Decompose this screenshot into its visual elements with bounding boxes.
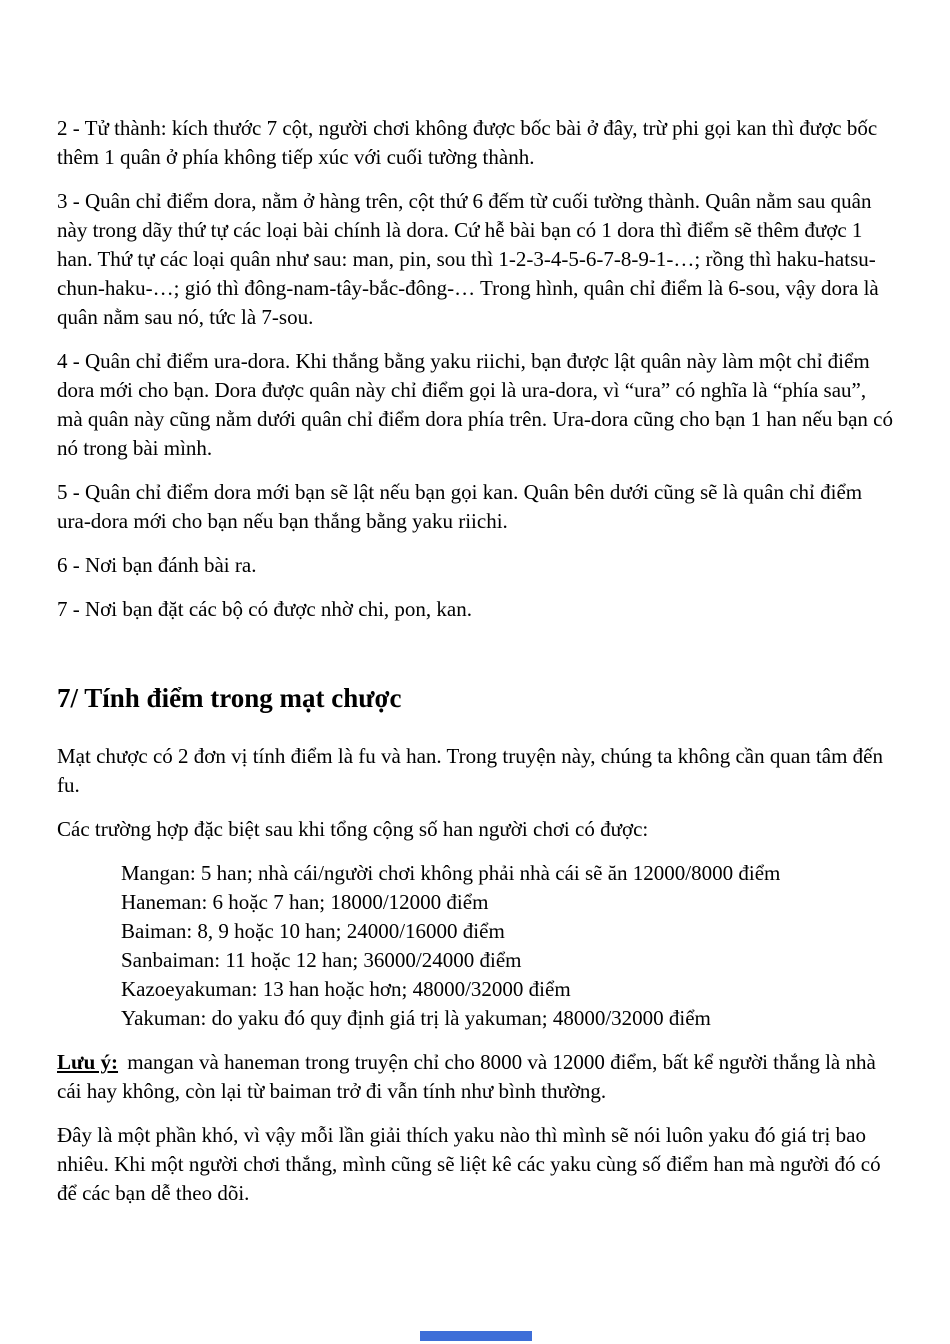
paragraph-item-3: 3 - Quân chỉ điểm dora, nằm ở hàng trên, cột thứ 6 đếm từ cuối tường thành. Quân nằm sau quân này trong dãy thứ tự các loại bài chính là dora. Cứ hễ bài bạn có 1 dora thì điểm sẽ thêm được 1 han. Thứ tự các loại quân như sau: man, pin, sou thì 1-2-3-4-5-6-7-8-9-1-…; rồng thì haku-hatsu-chun-haku-…; gió thì đông-nam-tây-bắc-đông-… Trong hình, quân chỉ điểm là 6-sou, vậy dora là quân nằm sau nó, tức là 7-sou. [57,189,879,329]
score-line-mangan: Mangan: 5 han; nhà cái/người chơi không phải nhà cái sẽ ăn 12000/8000 điểm [121,861,781,885]
paragraph-item-6: 6 - Nơi bạn đánh bài ra. [57,553,257,577]
note-paragraph [57,1048,894,1106]
score-line-yakuman: Yakuman: do yaku đó quy định giá trị là yakuman; 48000/32000 điểm [121,1006,711,1030]
closing-paragraph: Đây là một phần khó, vì vậy mỗi lần giải thích yaku nào thì mình sẽ nói luôn yaku đó giá trị bao nhiêu. Khi một người chơi thắng, mình cũng sẽ liệt kê các yaku cùng số điểm han mà người đó có để các bạn dễ theo dõi. [57,1123,881,1205]
score-line-sanbaiman: Sanbaiman: 11 hoặc 12 han; 36000/24000 điểm [121,948,522,972]
bottom-indicator-bar [420,1331,532,1341]
score-line-baiman: Baiman: 8, 9 hoặc 10 han; 24000/16000 điểm [121,919,505,943]
score-line-haneman: Haneman: 6 hoặc 7 han; 18000/12000 điểm [121,890,489,914]
paragraph-item-5: 5 - Quân chỉ điểm dora mới bạn sẽ lật nếu bạn gọi kan. Quân bên dưới cũng sẽ là quân chỉ điểm ura-dora mới cho bạn nếu bạn thắng bằng yaku riichi. [57,480,863,533]
section-heading: 7/ Tính điểm trong mạt chược [57,683,402,713]
paragraph-item-7: 7 - Nơi bạn đặt các bộ có được nhờ chi, pon, kan. [57,597,472,621]
section-intro-paragraph: Mạt chược có 2 đơn vị tính điểm là fu và han. Trong truyện này, chúng ta không cần quan tâm đến fu. [57,744,883,797]
score-line-kazoeyakuman: Kazoeyakuman: 13 han hoặc hơn; 48000/32000 điểm [121,977,571,1001]
paragraph-item-2: 2 - Tử thành: kích thước 7 cột, người chơi không được bốc bài ở đây, trừ phi gọi kan thì được bốc thêm 1 quân ở phía không tiếp xúc với cuối tường thành. [57,116,878,169]
score-list [57,859,894,1033]
note-text: mangan và haneman trong truyện chỉ cho 8000 và 12000 điểm, bất kể người thắng là nhà cái hay không, còn lại từ baiman trở đi vẫn tính như bình thường. [57,1050,876,1103]
paragraph-item-4: 4 - Quân chỉ điểm ura-dora. Khi thắng bằng yaku riichi, bạn được lật quân này làm một chỉ điểm dora mới cho bạn. Dora được quân này chỉ điểm gọi là ura-dora, vì “ura” có nghĩa là “phía sau”, mà quân này cũng nằm dưới quân chỉ điểm dora phía trên. Ura-dora cũng cho bạn 1 han nếu bạn có nó trong bài mình. [57,349,893,460]
section-cases-paragraph: Các trường hợp đặc biệt sau khi tổng cộng số han người chơi có được: [57,817,649,841]
note-label: Lưu ý: [57,1050,119,1074]
